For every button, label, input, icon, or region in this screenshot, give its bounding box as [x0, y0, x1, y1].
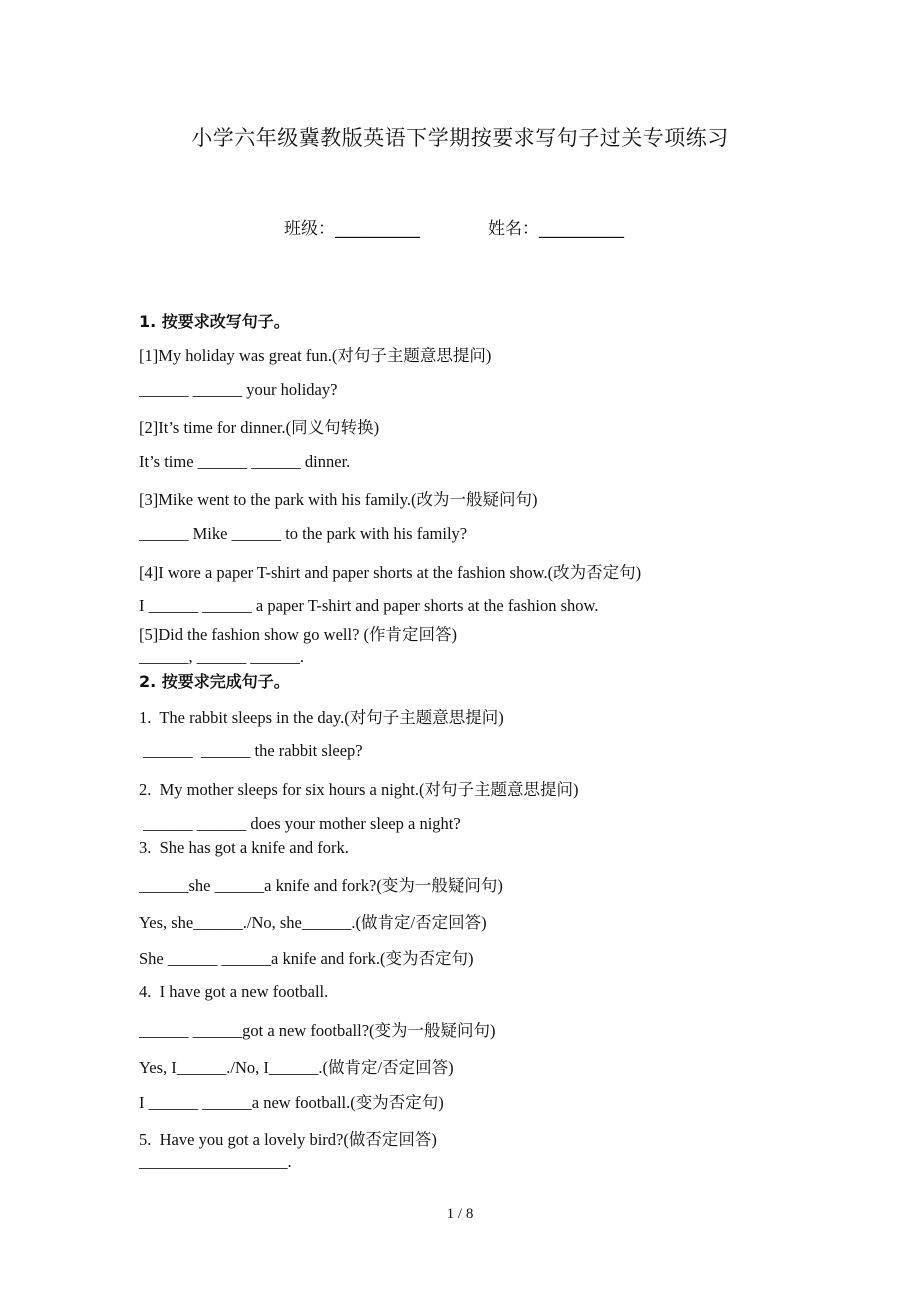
s1-line-6: ______ Mike ______ to the park with his family?	[139, 524, 468, 543]
s1-line-9: [5]Did the fashion show go well? (作肯定回答)	[139, 625, 458, 644]
s1-line-8: I ______ ______ a paper T-shirt and paper shorts at the fashion show.	[139, 596, 599, 615]
s2-line-1: 1. The rabbit sleeps in the day.(对句子主题意思提问)	[139, 708, 504, 727]
s1-line-4: It’s time ______ ______ dinner.	[139, 452, 351, 471]
s2-line-8: She ______ ______a knife and fork.(变为否定句)	[139, 949, 474, 968]
class-field-label: 班级：__________	[284, 219, 420, 239]
s2-line-12: I ______ ______a new football.(变为否定句)	[139, 1093, 444, 1112]
s1-line-1: [1]My holiday was great fun.(对句子主题意思提问)	[139, 346, 492, 365]
name-field-label: 姓名：__________	[488, 219, 624, 239]
s2-line-4: ______ ______ does your mother sleep a night?	[139, 814, 461, 833]
section-2-heading: 2. 按要求完成句子。	[139, 672, 290, 691]
s1-line-5: [3]Mike went to the park with his family.(改为一般疑问句)	[139, 490, 538, 509]
section-1-heading: 1. 按要求改写句子。	[139, 312, 290, 331]
s2-line-11: Yes, I______./No, I______.(做肯定/否定回答)	[139, 1058, 454, 1077]
s2-line-10: ______ ______got a new football?(变为一般疑问句)	[139, 1021, 496, 1040]
s1-line-3: [2]It’s time for dinner.(同义句转换)	[139, 418, 380, 437]
page-number: 1 / 8	[446, 1206, 474, 1222]
s2-line-6: ______she ______a knife and fork?(变为一般疑问句)	[139, 876, 503, 895]
s2-line-14: __________________.	[139, 1152, 292, 1171]
s2-line-9: 4. I have got a new football.	[139, 982, 329, 1001]
s1-line-7: [4]I wore a paper T-shirt and paper shorts at the fashion show.(改为否定句)	[139, 563, 642, 582]
s1-line-2: ______ ______ your holiday?	[139, 380, 338, 399]
s2-line-7: Yes, she______./No, she______.(做肯定/否定回答)	[139, 913, 487, 932]
s2-line-2: ______ ______ the rabbit sleep?	[139, 741, 363, 760]
s2-line-3: 2. My mother sleeps for six hours a night.(对句子主题意思提问)	[139, 780, 579, 799]
s2-line-5: 3. She has got a knife and fork.	[139, 838, 349, 857]
s1-line-10: ______, ______ ______.	[139, 647, 304, 666]
page-title: 小学六年级冀教版英语下学期按要求写句子过关专项练习	[191, 126, 729, 150]
s2-line-13: 5. Have you got a lovely bird?(做否定回答)	[139, 1130, 437, 1149]
